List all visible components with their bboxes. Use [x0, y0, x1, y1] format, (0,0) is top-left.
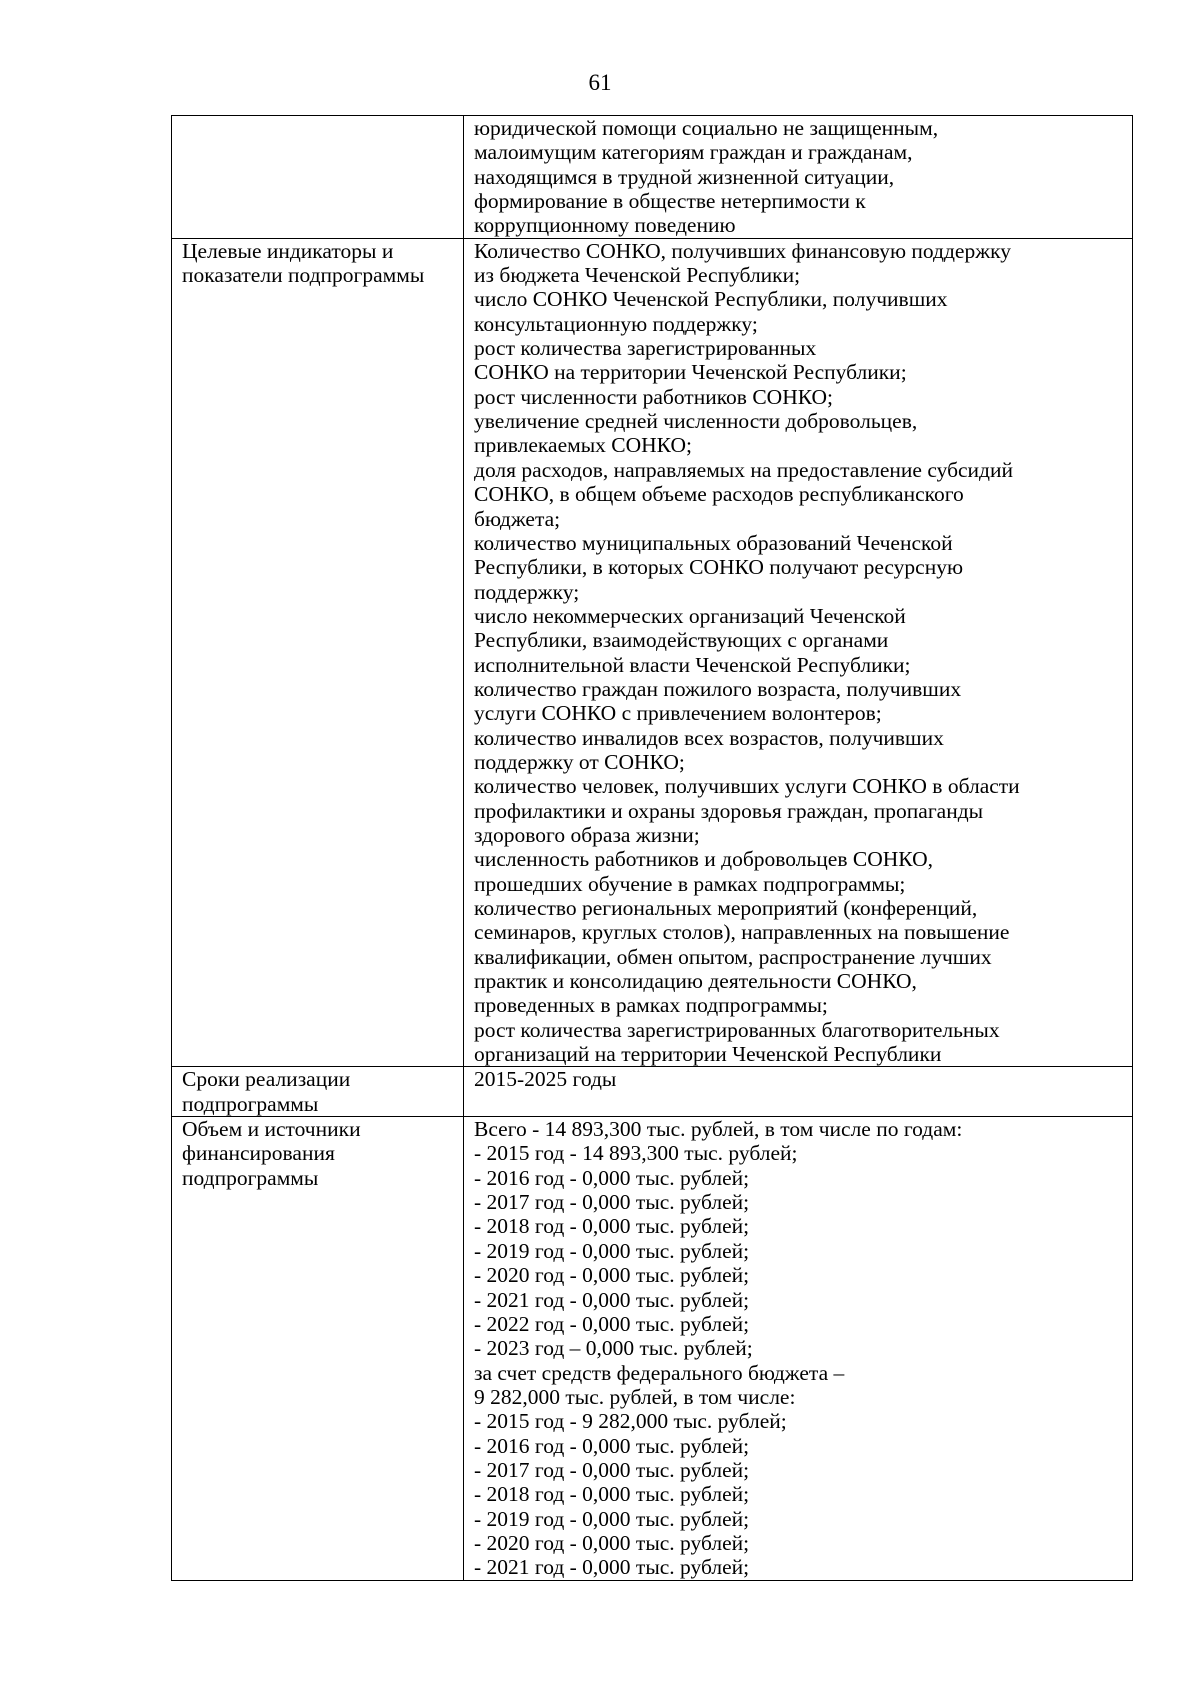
row-label-cell [172, 116, 464, 239]
value-line: Республики, в которых СОНКО получают ресурсную [474, 555, 964, 580]
value-line: доля расходов, направляемых на предоставление субсидий [474, 457, 1014, 482]
value-line: коррупционному поведению [474, 213, 736, 238]
table-row [172, 116, 1133, 239]
value-line: - 2021 год - 0,000 тыс. рублей; [474, 1555, 750, 1580]
value-line: - 2018 год - 0,000 тыс. рублей; [474, 1214, 750, 1239]
table-row [172, 238, 1133, 1067]
row-value-cell [464, 116, 1133, 239]
value-line: - 2017 год - 0,000 тыс. рублей; [474, 1190, 750, 1215]
value-line: рост численности работников СОНКО; [474, 384, 834, 409]
table-row [172, 1067, 1133, 1117]
value-line: число некоммерческих организаций Чеченской [474, 603, 906, 628]
value-line: из бюджета Чеченской Республики; [474, 263, 801, 288]
value-line: число СОНКО Чеченской Республики, получивших [474, 287, 948, 312]
value-line: количество человек, получивших услуги СОНКО в области [474, 774, 1020, 799]
value-line: семинаров, круглых столов), направленных на повышение [474, 920, 1010, 945]
value-line: СОНКО на территории Чеченской Республики; [474, 360, 907, 385]
value-line: - 2016 год - 0,000 тыс. рублей; [474, 1433, 750, 1458]
table-body [172, 116, 1133, 1581]
value-line: находящимся в трудной жизненной ситуации, [474, 164, 895, 189]
value-line: - 2022 год - 0,000 тыс. рублей; [474, 1311, 750, 1336]
value-line: СОНКО, в общем объеме расходов республиканского [474, 482, 964, 507]
value-line: поддержку; [474, 579, 580, 604]
row-label-cell [172, 1117, 464, 1581]
value-line: за счет средств федерального бюджета – [474, 1360, 845, 1385]
value-line: бюджета; [474, 506, 561, 531]
value-line: услуги СОНКО с привлечением волонтеров; [474, 701, 882, 726]
value-line: 9 282,000 тыс. рублей, в том числе: [474, 1384, 796, 1409]
value-line: - 2020 год - 0,000 тыс. рублей; [474, 1263, 750, 1288]
value-line: практик и консолидацию деятельности СОНКО, [474, 969, 917, 994]
label-line: показатели подпрограммы [182, 263, 425, 288]
value-line: 2015-2025 годы [474, 1067, 617, 1092]
value-line: здорового образа жизни; [474, 822, 700, 847]
row-label-cell [172, 1067, 464, 1117]
value-line: - 2019 год - 0,000 тыс. рублей; [474, 1506, 750, 1531]
label-line: подпрограммы [182, 1091, 319, 1116]
value-line: - 2015 год - 9 282,000 тыс. рублей; [474, 1409, 787, 1434]
value-line: малоимущим категориям граждан и гражданам, [474, 140, 913, 165]
row-value-cell [464, 238, 1133, 1067]
row-value-cell [464, 1067, 1133, 1117]
value-line: формирование в обществе нетерпимости к [474, 189, 866, 214]
value-line: численность работников и добровольцев СОНКО, [474, 847, 933, 872]
value-line: - 2017 год - 0,000 тыс. рублей; [474, 1457, 750, 1482]
value-line: Всего - 14 893,300 тыс. рублей, в том числе по годам: [474, 1117, 963, 1142]
value-line: количество муниципальных образований Чеченской [474, 530, 953, 555]
page-number: 61 [588, 70, 612, 95]
value-line: Количество СОНКО, получивших финансовую поддержку [474, 238, 1011, 263]
value-line: рост количества зарегистрированных [474, 336, 817, 361]
value-line: прошедших обучение в рамках подпрограммы; [474, 871, 906, 896]
value-line: - 2019 год - 0,000 тыс. рублей; [474, 1238, 750, 1263]
value-line: поддержку от СОНКО; [474, 749, 685, 774]
value-line: рост количества зарегистрированных благотворительных [474, 1017, 1000, 1042]
value-line: количество инвалидов всех возрастов, получивших [474, 725, 944, 750]
table-row [172, 1117, 1133, 1581]
value-line: количество граждан пожилого возраста, получивших [474, 676, 962, 701]
value-line: - 2020 год - 0,000 тыс. рублей; [474, 1530, 750, 1555]
value-line: профилактики и охраны здоровья граждан, пропаганды [474, 798, 984, 823]
value-line: исполнительной власти Чеченской Республики; [474, 652, 911, 677]
value-line: увеличение средней численности добровольцев, [474, 409, 918, 434]
label-line: финансирования [182, 1141, 335, 1166]
value-line: - 2023 год – 0,000 тыс. рублей; [474, 1336, 753, 1361]
row-value-cell [464, 1117, 1133, 1581]
value-line: - 2021 год - 0,000 тыс. рублей; [474, 1287, 750, 1312]
value-line: Республики, взаимодействующих с органами [474, 628, 889, 653]
passport-table [171, 115, 1133, 1581]
value-line: проведенных в рамках подпрограммы; [474, 993, 828, 1018]
row-label-cell [172, 238, 464, 1067]
label-line: подпрограммы [182, 1165, 319, 1190]
label-line: Сроки реализации [182, 1067, 351, 1092]
label-line: Объем и источники [182, 1117, 361, 1142]
value-line: - 2016 год - 0,000 тыс. рублей; [474, 1165, 750, 1190]
value-line: квалификации, обмен опытом, распространение лучших [474, 944, 992, 969]
value-line: количество региональных мероприятий (конференций, [474, 896, 978, 920]
value-line: - 2018 год - 0,000 тыс. рублей; [474, 1482, 750, 1507]
value-line: привлекаемых СОНКО; [474, 433, 692, 458]
value-line: - 2015 год - 14 893,300 тыс. рублей; [474, 1141, 798, 1166]
label-line: Целевые индикаторы и [182, 238, 394, 263]
value-line: консультационную поддержку; [474, 311, 758, 336]
value-line: юридической помощи социально не защищенным, [474, 116, 939, 140]
value-line: организаций на территории Чеченской Республики [474, 1042, 942, 1067]
